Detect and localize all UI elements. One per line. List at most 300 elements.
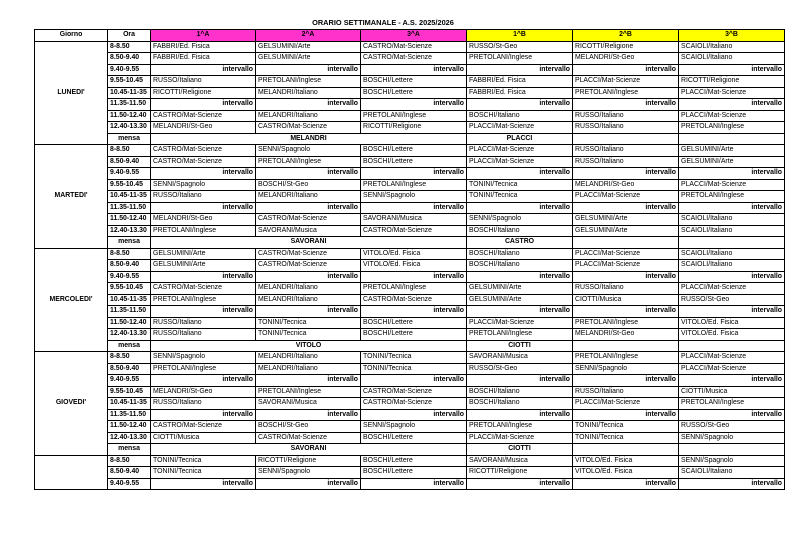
lesson-cell: RUSSO/Italiano — [573, 110, 679, 122]
break-cell: intervallo — [679, 478, 785, 490]
lesson-cell: RUSSO/Italiano — [573, 145, 679, 157]
lesson-row — [35, 191, 785, 203]
time-slot: 9.40-9.55 — [108, 271, 151, 283]
lesson-row — [35, 329, 785, 341]
lesson-row — [35, 248, 785, 260]
header-class-3a: 3^A — [361, 30, 467, 42]
lesson-cell: VITOLO/Ed. Fisica — [573, 455, 679, 467]
lesson-cell: BOSCHI/Italiano — [467, 260, 573, 272]
lesson-cell: TONINI/Tecnica — [256, 329, 361, 341]
lesson-row — [35, 53, 785, 65]
break-cell: intervallo — [256, 478, 361, 490]
lesson-cell: CASTRO/Mat-Scienze — [256, 260, 361, 272]
lesson-row — [35, 386, 785, 398]
lesson-cell: SCAIOLI/Italiano — [679, 260, 785, 272]
lesson-cell: GELSUMINI/Arte — [467, 283, 573, 295]
mensa-empty-cell — [679, 444, 785, 456]
mensa-teacher-a: VITOLO — [151, 340, 467, 352]
lesson-cell: CASTRO/Mat-Scienze — [361, 225, 467, 237]
time-slot: 9.40-9.55 — [108, 375, 151, 387]
lesson-cell: GELSUMINI/Arte — [679, 156, 785, 168]
break-cell: intervallo — [467, 306, 573, 318]
time-slot: 11.35-11.50 — [108, 409, 151, 421]
lesson-cell: PRETOLANI/Inglese — [256, 156, 361, 168]
break-cell: intervallo — [151, 99, 256, 111]
mensa-label: mensa — [108, 133, 151, 145]
time-slot: 11.35-11.50 — [108, 202, 151, 214]
lesson-cell: VITOLO/Ed. Fisica — [361, 260, 467, 272]
break-cell: intervallo — [573, 375, 679, 387]
lesson-cell: PLACCI/Mat-Scienze — [573, 191, 679, 203]
lesson-cell: TONINI/Tecnica — [573, 421, 679, 433]
lesson-cell: SAVORANI/Musica — [467, 352, 573, 364]
time-slot: 11.50-12.40 — [108, 317, 151, 329]
break-cell: intervallo — [361, 202, 467, 214]
lesson-cell: PLACCI/Mat-Scienze — [467, 317, 573, 329]
lesson-cell: RUSSO/Italiano — [573, 386, 679, 398]
break-cell: intervallo — [151, 271, 256, 283]
lesson-cell: PRETOLANI/Inglese — [256, 386, 361, 398]
break-row — [35, 409, 785, 421]
lesson-cell: MELANDRI/St-Geo — [151, 386, 256, 398]
mensa-teacher-b: CIOTTI — [467, 340, 573, 352]
break-cell: intervallo — [679, 202, 785, 214]
lesson-cell: SENNI/Spagnolo — [151, 352, 256, 364]
break-cell: intervallo — [679, 271, 785, 283]
break-row — [35, 99, 785, 111]
lesson-row — [35, 214, 785, 226]
lesson-cell: PRETOLANI/Inglese — [679, 122, 785, 134]
lesson-cell: MELANDRI/Italiano — [256, 191, 361, 203]
time-slot: 12.40-13.30 — [108, 432, 151, 444]
lesson-cell: PLACCI/Mat-Scienze — [573, 398, 679, 410]
break-cell: intervallo — [361, 375, 467, 387]
lesson-cell: VITOLO/Ed. Fisica — [573, 467, 679, 479]
lesson-cell: PRETOLANI/Inglese — [467, 421, 573, 433]
lesson-cell: RUSSO/St-Geo — [467, 41, 573, 53]
lesson-cell: PRETOLANI/Inglese — [679, 398, 785, 410]
header-ora: Ora — [108, 30, 151, 42]
lesson-cell: RUSSO/Italiano — [151, 191, 256, 203]
lesson-cell: CIOTTI/Musica — [679, 386, 785, 398]
day-label — [35, 455, 108, 490]
break-cell: intervallo — [467, 168, 573, 180]
lesson-cell: BOSCHI/St-Geo — [256, 421, 361, 433]
break-row — [35, 202, 785, 214]
lesson-cell: RUSSO/Italiano — [151, 317, 256, 329]
time-slot: 11.50-12.40 — [108, 110, 151, 122]
time-slot: 9.40-9.55 — [108, 64, 151, 76]
time-slot: 8-8.50 — [108, 41, 151, 53]
break-cell: intervallo — [573, 168, 679, 180]
lesson-cell: CASTRO/Mat-Scienze — [151, 283, 256, 295]
lesson-cell: FABBRI/Ed. Fisica — [467, 87, 573, 99]
lesson-cell: PRETOLANI/Inglese — [573, 352, 679, 364]
lesson-cell: SCAIOLI/Italiano — [679, 225, 785, 237]
lesson-row — [35, 432, 785, 444]
lesson-cell: BOSCHI/Lettere — [361, 76, 467, 88]
lesson-row — [35, 179, 785, 191]
lesson-cell: PRETOLANI/Inglese — [467, 329, 573, 341]
lesson-cell: TONINI/Tecnica — [151, 455, 256, 467]
lesson-cell: PLACCI/Mat-Scienze — [679, 179, 785, 191]
break-cell: intervallo — [573, 478, 679, 490]
break-cell: intervallo — [467, 478, 573, 490]
lesson-cell: PRETOLANI/Inglese — [679, 191, 785, 203]
lesson-cell: FABBRI/Ed. Fisica — [151, 53, 256, 65]
lesson-cell: RUSSO/Italiano — [151, 76, 256, 88]
mensa-empty-cell — [679, 340, 785, 352]
header-class-3b: 3^B — [679, 30, 785, 42]
day-label: GIOVEDI' — [35, 352, 108, 456]
lesson-cell: RICOTTI/Religione — [679, 76, 785, 88]
lesson-cell: CIOTTI/Musica — [151, 432, 256, 444]
lesson-cell: VITOLO/Ed. Fisica — [361, 248, 467, 260]
time-slot: 12.40-13.30 — [108, 122, 151, 134]
break-cell: intervallo — [679, 168, 785, 180]
day-label: LUNEDI' — [35, 41, 108, 145]
lesson-cell: CASTRO/Mat-Scienze — [361, 294, 467, 306]
lesson-cell: SENNI/Spagnolo — [256, 467, 361, 479]
break-row — [35, 168, 785, 180]
lesson-cell: FABBRI/Ed. Fisica — [151, 41, 256, 53]
lesson-cell: SAVORANI/Musica — [256, 398, 361, 410]
break-row — [35, 478, 785, 490]
time-slot: 11.35-11.50 — [108, 99, 151, 111]
break-cell: intervallo — [573, 306, 679, 318]
break-cell: intervallo — [679, 409, 785, 421]
lesson-cell: BOSCHI/Lettere — [361, 145, 467, 157]
lesson-cell: RICOTTI/Religione — [256, 455, 361, 467]
lesson-row — [35, 467, 785, 479]
break-cell: intervallo — [361, 478, 467, 490]
lesson-row — [35, 363, 785, 375]
lesson-cell: CASTRO/Mat-Scienze — [361, 398, 467, 410]
lesson-cell: SENNI/Spagnolo — [151, 179, 256, 191]
lesson-cell: PLACCI/Mat-Scienze — [467, 156, 573, 168]
mensa-label: mensa — [108, 237, 151, 249]
lesson-cell: TONINI/Tecnica — [256, 317, 361, 329]
time-slot: 8.50-9.40 — [108, 260, 151, 272]
lesson-cell: CASTRO/Mat-Scienze — [151, 145, 256, 157]
lesson-cell: PRETOLANI/Inglese — [151, 294, 256, 306]
break-cell: intervallo — [151, 478, 256, 490]
lesson-cell: SENNI/Spagnolo — [679, 455, 785, 467]
mensa-label: mensa — [108, 340, 151, 352]
lesson-cell: PLACCI/Mat-Scienze — [467, 122, 573, 134]
mensa-teacher-a: MELANDRI — [151, 133, 467, 145]
break-cell: intervallo — [151, 306, 256, 318]
lesson-cell: CASTRO/Mat-Scienze — [151, 421, 256, 433]
break-cell: intervallo — [361, 99, 467, 111]
lesson-cell: TONINI/Tecnica — [467, 179, 573, 191]
mensa-row — [35, 237, 785, 249]
document-title: ORARIO SETTIMANALE - A.S. 2025/2026 — [312, 18, 454, 27]
break-cell: intervallo — [573, 271, 679, 283]
mensa-teacher-b: CIOTTI — [467, 444, 573, 456]
time-slot: 8.50-9.40 — [108, 53, 151, 65]
day-label: MERCOLEDI' — [35, 248, 108, 352]
lesson-cell: PLACCI/Mat-Scienze — [679, 352, 785, 364]
lesson-cell: VITOLO/Ed. Fisica — [679, 329, 785, 341]
break-cell: intervallo — [361, 168, 467, 180]
mensa-empty-cell — [573, 340, 679, 352]
lesson-cell: SAVORANI/Musica — [256, 225, 361, 237]
lesson-row — [35, 317, 785, 329]
lesson-cell: PRETOLANI/Inglese — [361, 179, 467, 191]
time-slot: 8-8.50 — [108, 455, 151, 467]
break-cell: intervallo — [467, 202, 573, 214]
lesson-cell: GELSUMINI/Arte — [151, 248, 256, 260]
lesson-cell: VITOLO/Ed. Fisica — [679, 317, 785, 329]
lesson-cell: GELSUMINI/Arte — [573, 225, 679, 237]
lesson-row — [35, 156, 785, 168]
lesson-row — [35, 225, 785, 237]
lesson-cell: RICOTTI/Religione — [573, 41, 679, 53]
lesson-cell: CASTRO/Mat-Scienze — [256, 214, 361, 226]
break-cell: intervallo — [361, 306, 467, 318]
header-class-2a: 2^A — [256, 30, 361, 42]
lesson-cell: PRETOLANI/Inglese — [361, 110, 467, 122]
lesson-cell: PLACCI/Mat-Scienze — [573, 248, 679, 260]
break-cell: intervallo — [151, 168, 256, 180]
timetable — [34, 29, 785, 490]
lesson-cell: TONINI/Tecnica — [361, 363, 467, 375]
lesson-row — [35, 145, 785, 157]
header-giorno: Giorno — [35, 30, 108, 42]
lesson-cell: MELANDRI/Italiano — [256, 352, 361, 364]
lesson-cell: GELSUMINI/Arte — [151, 260, 256, 272]
break-cell: intervallo — [361, 271, 467, 283]
lesson-cell: BOSCHI/Lettere — [361, 455, 467, 467]
lesson-cell: PLACCI/Mat-Scienze — [679, 363, 785, 375]
mensa-empty-cell — [573, 237, 679, 249]
lesson-cell: CASTRO/Mat-Scienze — [256, 432, 361, 444]
lesson-row — [35, 41, 785, 53]
break-cell: intervallo — [256, 375, 361, 387]
lesson-cell: PRETOLANI/Inglese — [573, 87, 679, 99]
break-cell: intervallo — [151, 375, 256, 387]
lesson-cell: BOSCHI/Italiano — [467, 398, 573, 410]
lesson-cell: PRETOLANI/Inglese — [151, 363, 256, 375]
lesson-cell: RUSSO/Italiano — [573, 122, 679, 134]
header-row — [35, 30, 785, 42]
lesson-cell: RUSSO/Italiano — [573, 283, 679, 295]
break-cell: intervallo — [151, 202, 256, 214]
break-cell: intervallo — [467, 99, 573, 111]
break-cell: intervallo — [679, 375, 785, 387]
break-row — [35, 271, 785, 283]
lesson-cell: SENNI/Spagnolo — [573, 363, 679, 375]
lesson-cell: MELANDRI/Italiano — [256, 283, 361, 295]
lesson-cell: PRETOLANI/Inglese — [573, 317, 679, 329]
lesson-cell: SENNI/Spagnolo — [361, 421, 467, 433]
break-cell: intervallo — [151, 64, 256, 76]
lesson-cell: MELANDRI/Italiano — [256, 110, 361, 122]
lesson-cell: PLACCI/Mat-Scienze — [467, 145, 573, 157]
lesson-cell: PLACCI/Mat-Scienze — [679, 110, 785, 122]
break-cell: intervallo — [573, 64, 679, 76]
lesson-cell: PRETOLANI/Inglese — [467, 53, 573, 65]
time-slot: 11.35-11.50 — [108, 306, 151, 318]
lesson-cell: SENNI/Spagnolo — [467, 214, 573, 226]
break-cell: intervallo — [679, 64, 785, 76]
break-cell: intervallo — [573, 409, 679, 421]
lesson-cell: PLACCI/Mat-Scienze — [573, 76, 679, 88]
lesson-cell: RUSSO/Italiano — [151, 398, 256, 410]
lesson-cell: MELANDRI/Italiano — [256, 87, 361, 99]
lesson-row — [35, 260, 785, 272]
lesson-cell: TONINI/Tecnica — [467, 191, 573, 203]
lesson-cell: MELANDRI/St-Geo — [573, 179, 679, 191]
lesson-cell: BOSCHI/Lettere — [361, 317, 467, 329]
lesson-cell: GELSUMINI/Arte — [573, 214, 679, 226]
lesson-cell: PRETOLANI/Inglese — [256, 76, 361, 88]
lesson-cell: MELANDRI/St-Geo — [151, 122, 256, 134]
break-cell: intervallo — [467, 64, 573, 76]
lesson-row — [35, 421, 785, 433]
time-slot: 9.55-10.45 — [108, 76, 151, 88]
lesson-cell: PRETOLANI/Inglese — [151, 225, 256, 237]
break-cell: intervallo — [467, 409, 573, 421]
lesson-row — [35, 294, 785, 306]
header-class-1b: 1^B — [467, 30, 573, 42]
lesson-cell: CIOTTI/Musica — [573, 294, 679, 306]
lesson-cell: GELSUMINI/Arte — [256, 53, 361, 65]
break-cell: intervallo — [361, 64, 467, 76]
mensa-empty-cell — [679, 237, 785, 249]
lesson-cell: RICOTTI/Religione — [361, 122, 467, 134]
break-cell: intervallo — [573, 99, 679, 111]
time-slot: 9.55-10.45 — [108, 283, 151, 295]
lesson-row — [35, 352, 785, 364]
time-slot: 8-8.50 — [108, 352, 151, 364]
lesson-cell: GELSUMINI/Arte — [256, 41, 361, 53]
lesson-cell: PLACCI/Mat-Scienze — [679, 87, 785, 99]
lesson-cell: BOSCHI/Lettere — [361, 329, 467, 341]
mensa-teacher-b: PLACCI — [467, 133, 573, 145]
lesson-row — [35, 122, 785, 134]
lesson-cell: PRETOLANI/Inglese — [361, 283, 467, 295]
lesson-cell: BOSCHI/St-Geo — [256, 179, 361, 191]
mensa-row — [35, 340, 785, 352]
lesson-cell: TONINI/Tecnica — [151, 467, 256, 479]
lesson-cell: SAVORANI/Musica — [361, 214, 467, 226]
lesson-cell: RICOTTI/Religione — [467, 467, 573, 479]
break-cell: intervallo — [256, 409, 361, 421]
lesson-cell: PLACCI/Mat-Scienze — [573, 260, 679, 272]
break-cell: intervallo — [573, 202, 679, 214]
lesson-row — [35, 76, 785, 88]
mensa-row — [35, 444, 785, 456]
time-slot: 8-8.50 — [108, 145, 151, 157]
break-row — [35, 64, 785, 76]
break-cell: intervallo — [256, 168, 361, 180]
lesson-cell: SCAIOLI/Italiano — [679, 248, 785, 260]
break-row — [35, 375, 785, 387]
mensa-teacher-a: SAVORANI — [151, 444, 467, 456]
lesson-cell: RUSSO/St-Geo — [467, 363, 573, 375]
time-slot: 10.45-11-35 — [108, 191, 151, 203]
break-cell: intervallo — [256, 202, 361, 214]
lesson-cell: SCAIOLI/Italiano — [679, 53, 785, 65]
mensa-empty-cell — [679, 133, 785, 145]
time-slot: 11.50-12.40 — [108, 421, 151, 433]
lesson-cell: TONINI/Tecnica — [573, 432, 679, 444]
break-cell: intervallo — [361, 409, 467, 421]
lesson-cell: MELANDRI/Italiano — [256, 294, 361, 306]
lesson-cell: GELSUMINI/Arte — [679, 145, 785, 157]
lesson-cell: RUSSO/St-Geo — [679, 421, 785, 433]
mensa-row — [35, 133, 785, 145]
lesson-cell: SENNI/Spagnolo — [361, 191, 467, 203]
time-slot: 12.40-13.30 — [108, 329, 151, 341]
lesson-cell: BOSCHI/Lettere — [361, 467, 467, 479]
lesson-cell: SCAIOLI/Italiano — [679, 41, 785, 53]
header-class-1a: 1^A — [151, 30, 256, 42]
lesson-cell: SCAIOLI/Italiano — [679, 467, 785, 479]
day-label: MARTEDI' — [35, 145, 108, 249]
mensa-empty-cell — [573, 133, 679, 145]
time-slot: 10.45-11-35 — [108, 294, 151, 306]
lesson-cell: GELSUMINI/Arte — [467, 294, 573, 306]
lesson-cell: BOSCHI/Italiano — [467, 248, 573, 260]
lesson-cell: CASTRO/Mat-Scienze — [361, 386, 467, 398]
mensa-label: mensa — [108, 444, 151, 456]
timetable-body — [35, 41, 785, 490]
time-slot: 10.45-11-35 — [108, 87, 151, 99]
lesson-row — [35, 455, 785, 467]
lesson-cell: RICOTTI/Religione — [151, 87, 256, 99]
lesson-cell: BOSCHI/Italiano — [467, 225, 573, 237]
break-cell: intervallo — [151, 409, 256, 421]
lesson-row — [35, 398, 785, 410]
lesson-cell: BOSCHI/Italiano — [467, 110, 573, 122]
mensa-teacher-a: SAVORANI — [151, 237, 467, 249]
lesson-cell: MELANDRI/St-Geo — [573, 329, 679, 341]
lesson-cell: RUSSO/Italiano — [573, 156, 679, 168]
lesson-cell: SCAIOLI/Italiano — [679, 214, 785, 226]
time-slot: 10.45-11-35 — [108, 398, 151, 410]
lesson-cell: MELANDRI/St-Geo — [573, 53, 679, 65]
lesson-cell: PLACCI/Mat-Scienze — [467, 432, 573, 444]
lesson-cell: CASTRO/Mat-Scienze — [361, 53, 467, 65]
lesson-cell: MELANDRI/Italiano — [256, 363, 361, 375]
lesson-cell: CASTRO/Mat-Scienze — [151, 156, 256, 168]
lesson-cell: SAVORANI/Musica — [467, 455, 573, 467]
break-cell: intervallo — [256, 64, 361, 76]
mensa-teacher-b: CASTRO — [467, 237, 573, 249]
lesson-cell: BOSCHI/Lettere — [361, 87, 467, 99]
break-cell: intervallo — [679, 99, 785, 111]
time-slot: 9.40-9.55 — [108, 168, 151, 180]
break-cell: intervallo — [679, 306, 785, 318]
break-cell: intervallo — [256, 306, 361, 318]
lesson-cell: SENNI/Spagnolo — [679, 432, 785, 444]
time-slot: 8.50-9.40 — [108, 363, 151, 375]
lesson-row — [35, 110, 785, 122]
break-cell: intervallo — [467, 375, 573, 387]
lesson-cell: BOSCHI/Lettere — [361, 156, 467, 168]
time-slot: 8.50-9.40 — [108, 467, 151, 479]
lesson-cell: PLACCI/Mat-Scienze — [679, 283, 785, 295]
lesson-cell: BOSCHI/Italiano — [467, 386, 573, 398]
break-cell: intervallo — [467, 271, 573, 283]
lesson-row — [35, 87, 785, 99]
time-slot: 8-8.50 — [108, 248, 151, 260]
time-slot: 9.55-10.45 — [108, 179, 151, 191]
lesson-cell: RUSSO/St-Geo — [679, 294, 785, 306]
